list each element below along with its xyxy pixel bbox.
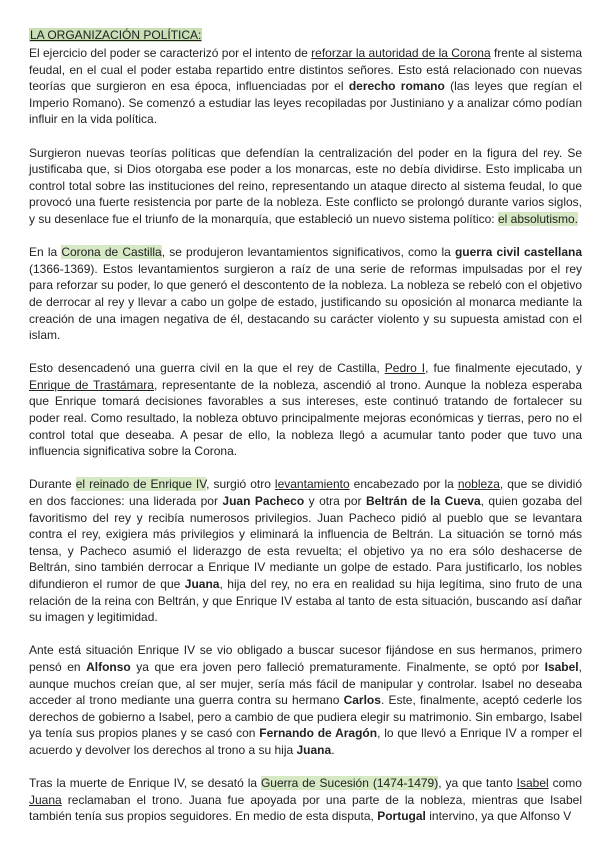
highlighted-text: el absolutismo. <box>497 211 579 226</box>
bold-text: Juan Pacheco <box>222 494 305 509</box>
text: ya que era joven pero falleció prematuramente. Finalmente, se optó por <box>130 659 545 674</box>
text: Durante <box>29 477 76 492</box>
text: , hija del rey, no era en realidad su hija legítima, sino fruto de una relación de la reina con Beltrán, y que Enrique IV estaba al tanto de esta situación, buscando así dañar su imagen y legitimidad. <box>29 577 583 625</box>
paragraph-1 <box>29 45 582 128</box>
bold-text: Fernando de Aragón <box>259 726 378 741</box>
highlighted-text: Corona de Castilla <box>61 245 162 260</box>
text: , se produjeron levantamientos significativos, como la <box>161 245 455 260</box>
bold-text: Carlos <box>343 693 381 708</box>
paragraph-7 <box>29 775 582 825</box>
underlined-text: levantamiento <box>274 477 350 492</box>
text: intervino, ya que Alfonso V <box>425 809 572 824</box>
text: , aunque muchos creían que, al ser mujer, sería más fácil de manipular y controlar. Isabel no deseaba acceder al trono mediante una guerra contra su hermano <box>29 659 582 708</box>
text: frente al sistema feudal, en el cual el poder estaba repartido entre distintos señores. Esto está relacionado con nuevas teorías que surgieron en esa época, influenciadas por el <box>29 46 583 94</box>
text: encabezado por la <box>349 477 458 492</box>
bold-text: guerra civil castellana <box>454 245 583 260</box>
text: como <box>548 776 582 791</box>
text: , surgió otro <box>206 477 275 492</box>
text: reclamaban el trono. Juana fue apoyada por una parte de la nobleza, mientras que Isabel también tenía sus propios seguidores. En medio de esta disputa, <box>29 792 582 824</box>
text: , quien gozaba del favoritismo del rey y recibía numerosos privilegios. Juan Pacheco pidió al pueblo que se levantara contra el rey, exigiera más privilegios y eliminará la influencia de Beltrán. La situación se tornó más tensa, y Pacheco asumió el liderazgo de esta revuelta; el objetivo ya no era sólo deshacerse de Beltrán, sino también derrocar a Enrique IV mediante un golpe de estado. Para justificarlo, los nobles difundieron el rumor de que <box>29 494 583 591</box>
text: , representante de la nobleza, ascendió al trono. Aunque la nobleza esperaba que Enrique tomará decisiones favorables a sus intereses, este continuó tratando de fortalecer su poder real. Como resultado, la nobleza obtuvo principalmente mejoras económicas y tierras, pero no el control total que deseaba. A pesar de ello, la nobleza llegó a acumular tanto poder que tuvo una influencia significativa sobre la Corona. <box>29 377 582 459</box>
paragraph-3 <box>29 244 582 344</box>
text: , que se dividió en dos facciones: una liderada por <box>29 477 582 509</box>
text: , fue finalmente ejecutado, y <box>425 361 582 376</box>
underlined-text: nobleza <box>457 477 500 492</box>
bold-text: Juana <box>296 742 332 757</box>
text: . <box>331 742 335 757</box>
underlined-text: Juana <box>29 792 62 807</box>
underlined-text: Pedro I <box>384 361 426 376</box>
text: El ejercicio del poder se caracterizó por el intento de <box>29 46 312 60</box>
paragraph-2 <box>29 145 582 228</box>
section-title: LA ORGANIZACIÓN POLÍTICA: <box>30 28 202 42</box>
underlined-text: Enrique de Trastámara <box>29 377 154 392</box>
text: y otra por <box>304 494 366 509</box>
text: Esto desencadenó una guerra civil en la que el rey de Castilla, <box>29 361 385 376</box>
paragraph-5 <box>29 476 582 625</box>
bold-text: Beltrán de la Cueva <box>365 494 481 509</box>
highlighted-text: el reinado de Enrique IV <box>75 477 207 492</box>
bold-text: Alfonso <box>86 659 131 674</box>
text: , ya que tanto <box>438 776 517 791</box>
text: Ante está situación Enrique IV se vio obligado a buscar sucesor fijándose en sus hermanos, primero pensó en <box>29 643 582 674</box>
text: (1366-1369). Estos levantamientos surgieron a raíz de una serie de reformas impulsadas por el rey para reforzar su poder, lo que generó el descontento de la nobleza. La nobleza se rebeló con el objetivo de derrocar al rey y llevar a cabo un golpe de estado, justificando su oposición al monarca mediante la creación de una imagen negativa de él, destacando su carácter violento y su supuesta amistad con el islam. <box>29 261 582 343</box>
bold-text: Portugal <box>377 809 426 824</box>
text: Tras la muerte de Enrique IV, se desató la <box>29 776 261 791</box>
text: , lo que llevó a Enrique IV a romper el acuerdo y devolver los derechos al trono a su hija <box>29 726 582 757</box>
text: Surgieron nuevas teorías políticas que defendían la centralización del poder en la figura del rey. Se justificaba que, si Dios otorgaba ese poder a los monarcas, este no debía dividirse. Esto implicaba un control total sobre las instituciones del reino, representando un ataque directo al sistema feudal, lo que provocó una fuerte resistencia por parte de la nobleza. Este conflicto se prolongó durante varios siglos, y su desenlace fue el triunfo de la monarquía, que estableció un nuevo sistema político: <box>29 145 582 226</box>
bold-text: Juana <box>184 577 220 591</box>
text: . Este, finalmente, aceptó cederle los derechos de gobierno a Isabel, pero a cambio de que pudiera elegir su matrimonio. Sin embargo, Isabel ya tenía sus propios planes y se casó con <box>29 693 582 741</box>
bold-text: Isabel <box>544 659 579 674</box>
underlined-text: reforzar la autoridad de la Corona <box>311 46 491 60</box>
text: (las leyes que regían el Imperio Romano). Se comenzó a estudiar las leyes recopiladas por Justiniano y a analizar cómo podían influir en la vida política. <box>29 79 583 127</box>
highlighted-text: Guerra de Sucesión (1474-1479) <box>260 776 439 791</box>
bold-text: derecho romano <box>348 79 445 94</box>
paragraph-6 <box>29 642 582 758</box>
underlined-text: Isabel <box>516 776 549 791</box>
paragraph-4 <box>29 360 582 460</box>
text: En la <box>29 245 62 260</box>
